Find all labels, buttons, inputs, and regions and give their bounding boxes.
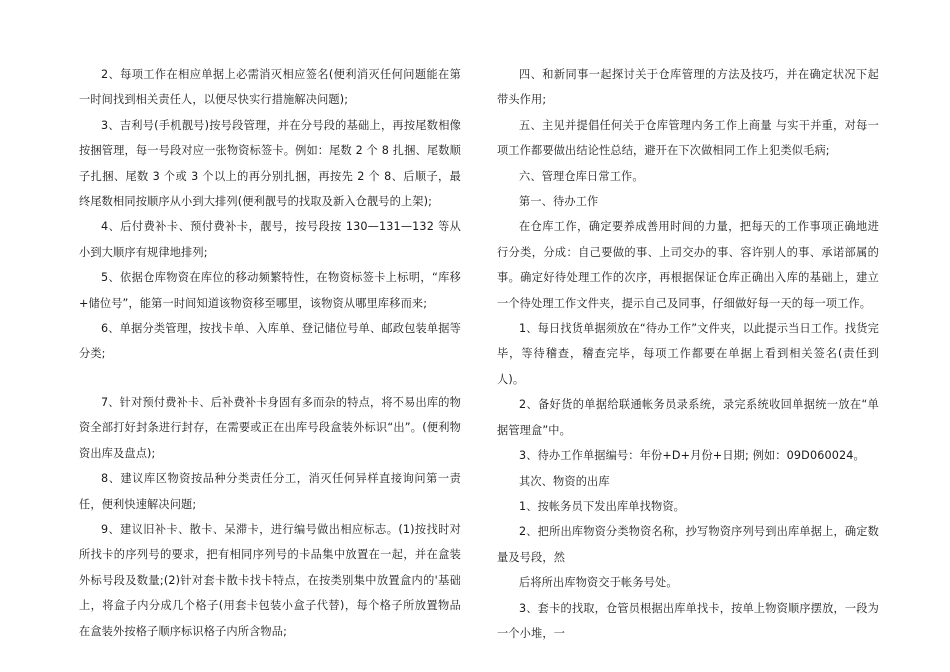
paragraph-item-7: 7、针对预付费补卡、后补费补卡身固有多而杂的特点，将不易出库的物资全部打好封条进行封存，在需要或正在出库号段盒装外标识“出”。(便利物资出库及盘点); [79,395,461,460]
section-four-paragraph: 四、和新同事一起探讨关于仓库管理的方法及技巧，并在确定状况下起带头作用; [497,68,879,107]
subsection-outbound-heading: 其次、物资的出库 [519,474,610,488]
paragraph-item-8: 8、建议库区物资按品种分类责任分工，消灭任何异样直接询问第一责任，便利快速解决问题; [79,472,461,511]
paragraph-item-6: 6、单据分类管理，按找卡单、入库单、登记储位号单、邮政包装单据等分类; [79,322,461,361]
paragraph-item-9: 9、建议旧补卡、散卡、呆滞卡，进行编号做出相应标志。(1)按找时对所找卡的序列号的要求，把有相同序列号的卡品集中放置在一起，并在盒装外标号段及数量;(2)针对套卡散卡找卡特点，在按类别集中放置盒内的'基础上，将盒子内分成几个格子(用套卡包装小盒子代替)，每个格子所放置物品在盒装外按格子顺序标识格子内所含物品; [79,522,461,638]
outbound-item-3: 3、套卡的找取，仓管员根据出库单找卡，按单上物资顺序摆放，一段为一个小堆，一 [497,601,879,640]
paragraph-spacer [79,367,461,390]
section-six-heading: 六、管理仓库日常工作。 [519,169,644,183]
paragraph-item-3: 3、吉利号(手机靓号)按号段管理，并在分号段的基础上，再按尾数相像按捆管理，每一号段对应一张物资标签卡。例如：尾数 2 个 8 扎捆、尾数顺子扎捆、尾数 3 个或 3 个以上的再分别扎捆，再按先 2 个 8、后顺子，最终尾数相同按顺序从小到大排列(便利靓号的找取及新入仓靓号的上架); [79,118,461,209]
pending-work-item-1: 1、每日找货单据须放在“待办工作”文件夹，以此提示当日工作。找货完毕，等待稽查，稽查完毕，每项工作都要在单据上看到相关签名(责任到人)。 [497,322,879,386]
subsection-pending-work-heading: 第一、待办工作 [519,195,599,209]
right-column [497,62,879,646]
pending-work-item-3: 3、待办工作单据编号：年份+D+月份+日期; 例如：09D060024。 [519,449,865,463]
outbound-item-2: 2、把所出库物资分类物资名称，抄写物资序列号到出库单据上，确定数量及号段，然 [497,525,879,564]
pending-work-intro: 在仓库工作，确定要养成善用时间的力量，把每天的工作事项正确地进行分类，分成：自己要做的事、上司交办的事、容许别人的事、承诺部属的事。确定好待处理工作的次序，再根据保证仓库正确出入库的基础上，建立一个待处理工作文件夹，提示自己及同事，仔细做好每一天的每一项工作。 [497,220,879,310]
outbound-item-1: 1、按帐务员下发出库单找物资。 [519,499,685,513]
outbound-item-2-continued: 后将所出库物资交于帐务号处。 [519,576,678,590]
pending-work-item-2: 2、备好货的单据给联通帐务员录系统，录完系统收回单据统一放在“单据管理盒”中。 [497,398,879,437]
paragraph-item-2: 2、每项工作在相应单据上必需消灭相应签名(便利消灭任何问题能在第一时间找到相关责任人，以便尽快实行措施解决问题); [79,68,461,107]
section-five-paragraph: 五、主见并提倡任何关于仓库管理内务工作上商量 与实干并重，对每一项工作都要做出结论性总结，避开在下次做相同工作上犯类似毛病; [497,118,879,158]
paragraph-item-4: 4、后付费补卡、预付费补卡，靓号，按号段按 130—131—132 等从小到大顺序有规律地排列; [79,220,461,259]
left-column [79,62,461,644]
paragraph-item-5: 5、依据仓库物资在库位的移动频繁特性，在物资标签卡上标明，“库移+储位号”，能第一时间知道该物资移至哪里，该物资从哪里库移而来; [79,271,461,310]
